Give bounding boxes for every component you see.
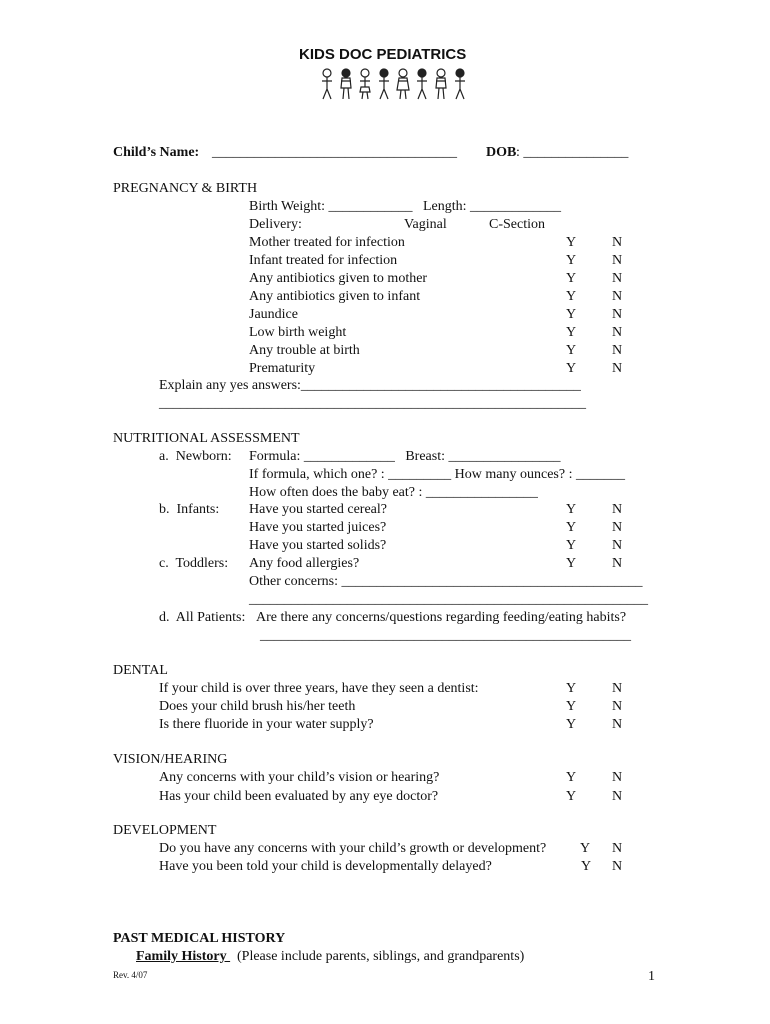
dob-field[interactable]: : _______________: [516, 145, 629, 160]
other-concerns-line[interactable]: _________________________________________________________: [249, 592, 648, 607]
all-patients-label: d. All Patients:: [159, 610, 246, 625]
yes-option[interactable]: Y: [566, 361, 577, 376]
question-label: Any concerns with your child’s vision or hearing?: [159, 770, 440, 785]
no-option[interactable]: N: [612, 841, 623, 856]
question-label: Is there fluoride in your water supply?: [159, 717, 374, 732]
no-option[interactable]: N: [612, 307, 623, 322]
explain-continuation-line[interactable]: _____________________________________________________________: [159, 396, 586, 411]
yes-option[interactable]: Y: [566, 789, 577, 804]
no-option[interactable]: N: [612, 681, 623, 696]
yes-option[interactable]: Y: [581, 859, 592, 874]
yes-option[interactable]: Y: [566, 253, 577, 268]
question-label: Any food allergies?: [249, 556, 360, 571]
no-option[interactable]: N: [612, 556, 623, 571]
no-option[interactable]: N: [612, 235, 623, 250]
question-label: Jaundice: [249, 307, 298, 322]
yes-option[interactable]: Y: [566, 770, 577, 785]
other-concerns-field[interactable]: Other concerns: ___________________________________________: [249, 574, 643, 589]
no-option[interactable]: N: [612, 770, 623, 785]
vaginal-option[interactable]: Vaginal: [404, 217, 447, 232]
no-option[interactable]: N: [612, 717, 623, 732]
yes-option[interactable]: Y: [580, 841, 591, 856]
no-option[interactable]: N: [612, 289, 623, 304]
question-label: Low birth weight: [249, 325, 347, 340]
question-label: Have you been told your child is developmentally delayed?: [159, 859, 492, 874]
question-label: Infant treated for infection: [249, 253, 398, 268]
formula-breast-fields[interactable]: Formula: _____________ Breast: ________________: [249, 449, 561, 464]
revision-note: Rev. 4/07: [113, 970, 148, 980]
no-option[interactable]: N: [612, 343, 623, 358]
yes-option[interactable]: Y: [566, 699, 577, 714]
question-label: Have you started cereal?: [249, 502, 387, 517]
delivery-label: Delivery:: [249, 217, 302, 232]
vision-heading: VISION/HEARING: [113, 752, 228, 767]
yes-option[interactable]: Y: [566, 717, 577, 732]
infants-label: b. Infants:: [159, 502, 220, 517]
yes-option[interactable]: Y: [566, 307, 577, 322]
question-label: If your child is over three years, have they seen a dentist:: [159, 681, 479, 696]
no-option[interactable]: N: [612, 325, 623, 340]
no-option[interactable]: N: [612, 271, 623, 286]
csection-option[interactable]: C-Section: [489, 217, 545, 232]
yes-option[interactable]: Y: [566, 538, 577, 553]
development-heading: DEVELOPMENT: [113, 823, 217, 838]
nutrition-heading: NUTRITIONAL ASSESSMENT: [113, 431, 300, 446]
toddlers-label: c. Toddlers:: [159, 556, 229, 571]
question-label: Do you have any concerns with your child’s growth or development?: [159, 841, 547, 856]
no-option[interactable]: N: [612, 253, 623, 268]
formula-which-field[interactable]: If formula, which one? : _________ How many ounces? : _______: [249, 467, 625, 482]
no-option[interactable]: N: [612, 789, 623, 804]
question-label: Have you started solids?: [249, 538, 387, 553]
yes-option[interactable]: Y: [566, 271, 577, 286]
newborn-label: a. Newborn:: [159, 449, 232, 464]
pregnancy-heading: PREGNANCY & BIRTH: [113, 181, 258, 196]
yes-option[interactable]: Y: [566, 289, 577, 304]
question-label: Have you started juices?: [249, 520, 387, 535]
feeding-frequency-field[interactable]: How often does the baby eat? : ________________: [249, 485, 538, 500]
yes-option[interactable]: Y: [566, 502, 577, 517]
no-option[interactable]: N: [612, 699, 623, 714]
yes-option[interactable]: Y: [566, 681, 577, 696]
family-history-label: Family History: [136, 949, 231, 964]
child-name-label: Child’s Name:: [113, 145, 200, 160]
children-holding-hands-logo: [318, 68, 473, 102]
no-option[interactable]: N: [612, 361, 623, 376]
no-option[interactable]: N: [612, 538, 623, 553]
yes-option[interactable]: Y: [566, 235, 577, 250]
explain-yes-field[interactable]: Explain any yes answers:________________________________________: [159, 378, 581, 393]
yes-option[interactable]: Y: [566, 520, 577, 535]
feeding-concerns-line[interactable]: _____________________________________________________: [260, 628, 631, 643]
yes-option[interactable]: Y: [566, 325, 577, 340]
question-label: Prematurity: [249, 361, 316, 376]
question-label: Any antibiotics given to infant: [249, 289, 421, 304]
question-label: Are there any concerns/questions regarding feeding/eating habits?: [256, 610, 627, 625]
yes-option[interactable]: Y: [566, 343, 577, 358]
no-option[interactable]: N: [612, 859, 623, 874]
dob-label: DOB: [486, 145, 517, 160]
child-name-field[interactable]: ___________________________________: [212, 145, 457, 160]
dental-heading: DENTAL: [113, 663, 168, 678]
past-medical-history-heading: PAST MEDICAL HISTORY: [113, 931, 286, 946]
yes-option[interactable]: Y: [566, 556, 577, 571]
no-option[interactable]: N: [612, 502, 623, 517]
family-history-note: (Please include parents, siblings, and grandparents): [237, 949, 525, 964]
question-label: Mother treated for infection: [249, 235, 405, 250]
question-label: Any trouble at birth: [249, 343, 360, 358]
birth-weight-length-fields[interactable]: Birth Weight: ____________ Length: _____________: [249, 199, 562, 214]
page-number: 1: [648, 969, 655, 984]
question-label: Does your child brush his/her teeth: [159, 699, 356, 714]
question-label: Any antibiotics given to mother: [249, 271, 428, 286]
no-option[interactable]: N: [612, 520, 623, 535]
page-title: KIDS DOC PEDIATRICS: [299, 46, 467, 63]
question-label: Has your child been evaluated by any eye doctor?: [159, 789, 439, 804]
